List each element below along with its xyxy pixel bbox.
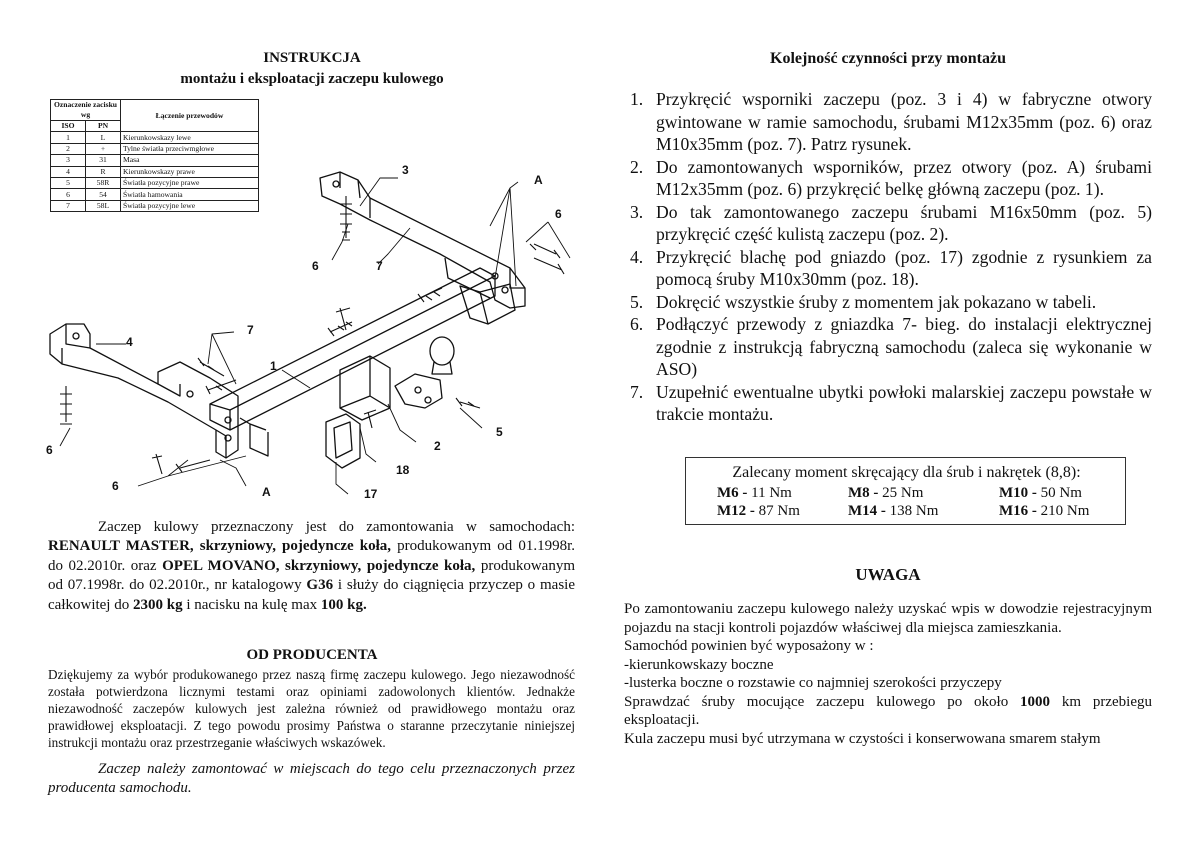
label-p7-left: 7 xyxy=(247,323,254,337)
label-p6-left: 6 xyxy=(46,443,53,457)
list-item xyxy=(624,313,1152,381)
label-p6-right: 6 xyxy=(555,207,562,221)
cell-pn: + xyxy=(86,143,121,154)
label-p6-top-left: 6 xyxy=(312,259,319,273)
step-text: Dokręcić wszystkie śruby z momentem jak pokazano w tabeli. xyxy=(656,291,1097,312)
step-text: Przykręcić wsporniki zaczepu (poz. 3 i 4) w fabryczne otwory gwintowane w ramie samochodu, śrubami M12x35mm (poz. 6) oraz M10x35mm (poz. 7). Patrz rysunek. xyxy=(656,89,1152,154)
cell-iso: 5 xyxy=(51,177,86,188)
label-p17: 17 xyxy=(364,487,378,501)
list-item xyxy=(624,381,1152,426)
label-p2: 2 xyxy=(434,439,441,453)
desc-vehicle-opel: OPEL MOVANO, skrzyniowy, pojedyncze koła, xyxy=(162,557,476,574)
torque-box xyxy=(685,457,1126,525)
producer-heading: OD PRODUCENTA xyxy=(246,647,378,663)
step-text: Do tak zamontowanego zaczepu śrubami M16x50mm (poz. 5) przykręcić część kulistą zaczepu (poz. 2). xyxy=(656,201,1152,244)
cell-iso: 2 xyxy=(51,143,86,154)
leader-lines xyxy=(60,178,570,494)
cell-desc: Kierunkowskazy lewe xyxy=(121,132,259,143)
step-number: 5. xyxy=(630,291,644,312)
cell-iso: 3 xyxy=(51,155,86,166)
label-p6-bottom: 6 xyxy=(112,479,119,493)
torque-m10: M10 - 50 Nm xyxy=(999,485,1082,501)
cell-desc: Tylne światła przeciwmgłowe xyxy=(121,143,259,154)
list-item xyxy=(624,201,1152,246)
mounting-steps-title: Kolejność czynności przy montażu xyxy=(770,50,1006,67)
torque-m12: M12 - 87 Nm xyxy=(717,503,800,519)
warning-equipment: Samochód powinien być wyposażony w : xyxy=(624,638,874,654)
desc-catalog-number: G36 xyxy=(306,577,334,594)
bracket-4-drawing xyxy=(50,324,238,458)
cell-pn: 31 xyxy=(86,155,121,166)
step-number: 3. xyxy=(630,201,644,222)
header-wire-connection: Łączenie przewodów xyxy=(121,100,259,132)
towbar-assembly-diagram xyxy=(40,158,580,510)
main-beam-1-drawing xyxy=(210,268,515,456)
cell-desc: Kierunkowskazy prawe xyxy=(121,166,259,177)
table-row xyxy=(51,132,259,143)
label-pA-top: A xyxy=(534,173,543,187)
list-item xyxy=(624,156,1152,201)
label-p4: 4 xyxy=(126,335,133,349)
socket-plate-17-drawing xyxy=(326,414,360,468)
producer-text: Dziękujemy za wybór produkowanego przez naszą firmę zaczepu kulowego. Jego niezawodność została potwierdzona licznymi testami oraz opiniami zadowolonych klientów. Jednakże niezawodność zaczepów kulowych jest zależna również od prawidłowego montażu oraz prawidłowej eksploatacji. Z tego powodu prosimy Państwa o staranne przeczytanie niniejszej instrukcji montażu oraz przestrzeganie właściwych wskazówek. xyxy=(48,667,575,750)
instruction-subtitle: montażu i eksploatacji zaczepu kulowego xyxy=(180,71,444,87)
desc-text: i nacisku na kulę max xyxy=(182,596,321,613)
producer-note: Zaczep należy zamontować w miejscach do tego celu przeznaczonych przez producenta samochodu. xyxy=(48,761,575,796)
cell-pn: 58R xyxy=(86,177,121,188)
step-number: 1. xyxy=(630,89,644,109)
ball-mount-2-drawing xyxy=(340,337,454,420)
list-item xyxy=(624,88,1152,156)
cell-pn: 58L xyxy=(86,200,121,211)
cell-pn: 54 xyxy=(86,189,121,200)
header-pn: PN xyxy=(86,121,121,132)
step-text: Uzupełnić ewentualne ubytki powłoki malarskiej zaczepu powstałe w trakcie montażu. xyxy=(656,381,1152,424)
cell-desc: Światła hamowania xyxy=(121,189,259,200)
header-terminal-designation: Oznaczenie zacisku wg xyxy=(51,100,121,121)
warning-mirrors: -lusterka boczne o rozstawie co najmniej szerokości przyczepy xyxy=(624,675,1002,691)
label-pA-bottom: A xyxy=(262,485,271,499)
cell-desc: Masa xyxy=(121,155,259,166)
step-number: 6. xyxy=(630,314,644,334)
desc-text: produkowanym od 07.1998r. do 02.2010r., nr katalogowy xyxy=(48,557,575,594)
table-row xyxy=(51,143,259,154)
desc-text: Zaczep kulowy przeznaczony jest do zamontowania w samochodach: xyxy=(98,519,575,535)
cell-iso: 4 xyxy=(51,166,86,177)
warning-heading: UWAGA xyxy=(855,565,921,584)
cell-iso: 1 xyxy=(51,132,86,143)
cell-desc: Światła pozycyjne prawe xyxy=(121,177,259,188)
label-p7-top: 7 xyxy=(376,259,383,273)
torque-m14: M14 - 138 Nm xyxy=(848,503,939,519)
cell-iso: 6 xyxy=(51,189,86,200)
torque-m6: M6 - 11 Nm xyxy=(717,485,792,501)
label-p5: 5 xyxy=(496,425,503,439)
step-number: 4. xyxy=(630,246,644,267)
step-text: Podłączyć przewody z gniazdka 7- bieg. do instalacji elektrycznej zgodnie z instrukcją fabryczną samochodu (zaleca się wykonanie w ASO) xyxy=(656,314,1152,379)
warning-indicators: -kierunkowskazy boczne xyxy=(624,656,774,673)
desc-max-trailer-mass: 2300 kg xyxy=(132,596,183,613)
step-text: Przykręcić blachę pod gniazdo (poz. 17) zgodnie z rysunkiem za pomocą śruby M10x30mm (poz. 18). xyxy=(656,246,1152,289)
cell-iso: 7 xyxy=(51,200,86,211)
vehicle-compatibility-paragraph xyxy=(48,518,575,615)
step-number: 2. xyxy=(630,156,644,177)
torque-title: Zalecany moment skręcający dla śrub i nakrętek (8,8): xyxy=(732,464,1081,481)
cell-desc: Światła pozycyjne lewe xyxy=(121,200,259,211)
desc-vehicle-renault: RENAULT MASTER, skrzyniowy, pojedyncze koła, xyxy=(48,538,392,555)
label-p1: 1 xyxy=(270,359,277,373)
torque-m8: M8 - 25 Nm xyxy=(848,485,924,501)
label-p18: 18 xyxy=(396,463,410,477)
list-item xyxy=(624,291,1152,314)
desc-text: i służy do ciągnięcia przyczep o masie całkowitej do xyxy=(48,577,575,613)
warning-bolt-check: Sprawdzać śruby mocujące zaczepu kulowego po około 1000 km przebiegu eksploatacji. xyxy=(624,693,1152,728)
warning-maintenance: Kula zaczepu musi być utrzymana w czystości i konserwowana smarem stałym xyxy=(624,730,1101,747)
label-p3: 3 xyxy=(402,163,409,177)
instruction-title: INSTRUKCJA xyxy=(263,50,361,66)
list-item xyxy=(624,246,1152,291)
mounting-steps-list xyxy=(624,88,1152,426)
cell-pn: L xyxy=(86,132,121,143)
desc-max-ball-load: 100 kg. xyxy=(320,596,367,613)
step-text: Do zamontowanych wsporników, przez otwory (poz. A) śrubami M12x35mm (poz. 6) przykręcić belkę główną zaczepu (poz. 1). xyxy=(656,156,1152,199)
warning-text xyxy=(624,600,1152,748)
header-iso: ISO xyxy=(51,121,86,132)
bolt-groups-drawing xyxy=(60,196,564,474)
step-number: 7. xyxy=(630,381,644,402)
cell-pn: R xyxy=(86,166,121,177)
warning-registration: Po zamontowaniu zaczepu kulowego należy uzyskać wpis w dowodzie rejestracyjnym pojazdu na stacji kontroli pojazdów właściwej dla miejsca zamieszkania. xyxy=(624,601,1152,636)
torque-m16: M16 - 210 Nm xyxy=(999,503,1090,519)
desc-text: produkowanym od 01.1998r. do 02.2010r. oraz xyxy=(48,538,575,574)
